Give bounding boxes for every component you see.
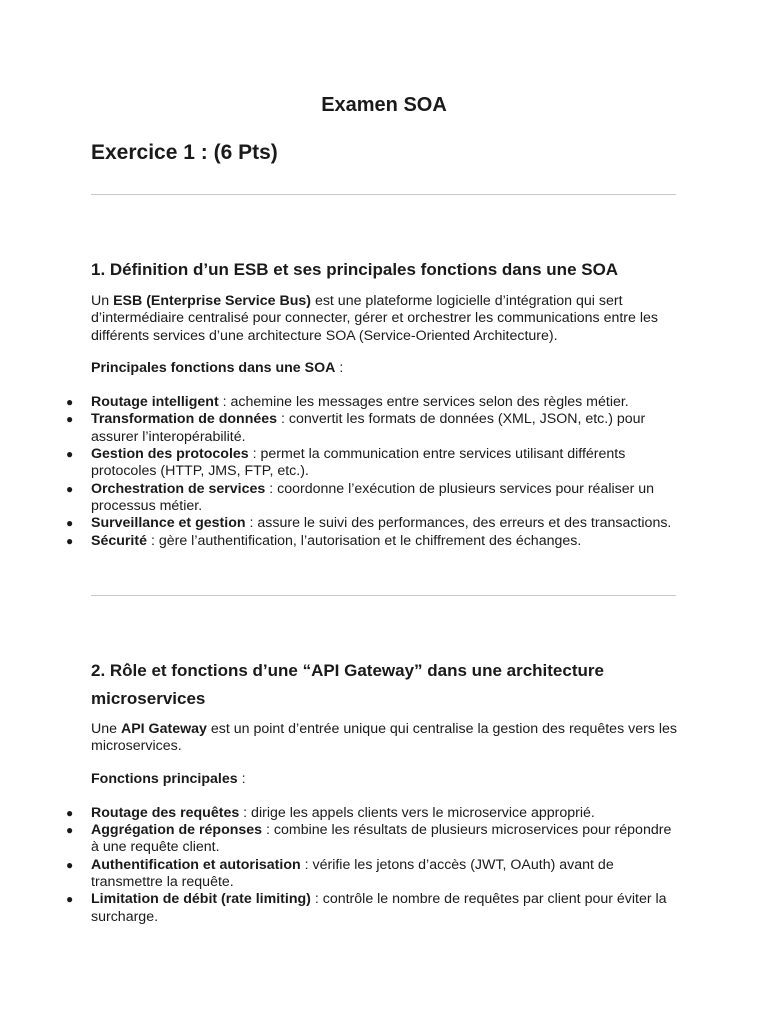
bullet-icon: ● (66, 892, 74, 907)
document-title: Examen SOA (321, 94, 447, 116)
bullet-icon: ● (66, 481, 74, 496)
section-esb-list-heading (91, 360, 681, 377)
divider-top (91, 194, 676, 195)
list-item (66, 480, 681, 516)
list-heading-suffix: : (237, 770, 246, 787)
bullet-icon: ● (66, 447, 74, 462)
list-item-desc: : vérifie les jetons d’accès (JWT, OAuth) avant de transmettre la requête. (91, 856, 614, 891)
list-item-desc: : convertit les formats de données (XML, JSON, etc.) pour assurer l’interopérabilité. (91, 411, 646, 445)
list-item-desc: : contrôle le nombre de requêtes par client pour éviter la surcharge. (91, 891, 667, 925)
list-item-desc: : dirige les appels clients vers le microservice approprié. (239, 804, 595, 821)
list-item-desc: : permet la communication entre services utilisant différents protocoles (HTTP, JMS, FTP, etc.). (91, 446, 626, 480)
section-api-gateway (66, 657, 681, 926)
bullet-icon: ● (66, 395, 74, 410)
list-item-term: Routage intelligent (91, 394, 219, 411)
list-item-desc: : achemine les messages entre services selon des règles métier. (218, 394, 629, 411)
bullet-icon: ● (66, 823, 74, 838)
section-api-gateway-heading: 2. Rôle et fonctions d’une “API Gateway” dans une architecture microservices (91, 661, 604, 708)
list-item-desc: : coordonne l’exécution de plusieurs services pour réaliser un processus métier. (91, 480, 655, 514)
intro-text: est un point d’entrée unique qui centralise la gestion des requêtes vers les microservices. (91, 721, 677, 755)
list-item-term: Aggrégation de réponses (91, 822, 263, 839)
list-item-term: Authentification et autorisation (91, 856, 301, 873)
list-item-term: Gestion des protocoles (91, 446, 249, 463)
bullet-icon: ● (66, 533, 74, 548)
list-item-term: Transformation de données (91, 411, 278, 428)
list-item (66, 891, 681, 926)
section-esb-intro (91, 293, 681, 345)
exercise-title: Exercice 1 : (6 Pts) (91, 141, 278, 164)
bullet-icon: ● (66, 805, 74, 820)
divider-middle (91, 595, 676, 596)
list-item-term: Sécurité (91, 532, 147, 549)
intro-bold-term: ESB (Enterprise Service Bus) (113, 293, 311, 309)
list-item-desc: : combine les résultats de plusieurs microservices pour répondre à une requête client. (91, 822, 672, 856)
intro-prefix: Un (91, 293, 114, 309)
section-esb-list (66, 394, 681, 550)
section-esb-heading: 1. Définition d’un ESB et ses principales fonctions dans une SOA (91, 260, 619, 279)
list-item-term: Routage des requêtes (91, 804, 240, 821)
section-api-gateway-intro (91, 721, 681, 756)
list-item (66, 394, 681, 411)
intro-text: est une plateforme logicielle d’intégration qui sert d’intermédiaire centralisé pour connecter, gérer et orchestrer les communications entre les différents services d’une architecture SOA (Service-Oriented Architecture). (91, 293, 658, 344)
list-item (66, 856, 681, 892)
list-heading-bold: Fonctions principales (91, 770, 238, 787)
list-item (66, 515, 681, 532)
section-esb (66, 256, 681, 550)
list-item-term: Limitation de débit (rate limiting) (91, 891, 311, 908)
list-item (66, 804, 681, 822)
list-item-term: Surveillance et gestion (91, 515, 246, 532)
list-item (66, 411, 681, 446)
section-api-gateway-list-heading (91, 771, 681, 788)
intro-prefix: Une (91, 721, 121, 737)
list-item (66, 446, 681, 481)
bullet-icon: ● (66, 516, 74, 531)
list-item (66, 822, 681, 857)
list-item (66, 532, 681, 550)
list-item-desc: : assure le suivi des performances, des erreurs et des transactions. (245, 515, 672, 532)
list-heading-bold: Principales fonctions dans une SOA (91, 359, 336, 376)
intro-bold-term: API Gateway (120, 721, 207, 737)
bullet-icon: ● (66, 857, 74, 872)
bullet-icon: ● (66, 412, 74, 427)
list-heading-suffix: : (335, 359, 344, 376)
section-api-gateway-list (66, 804, 681, 926)
list-item-desc: : gère l’authentification, l’autorisation et le chiffrement des échanges. (147, 532, 582, 549)
list-item-term: Orchestration de services (91, 480, 266, 497)
